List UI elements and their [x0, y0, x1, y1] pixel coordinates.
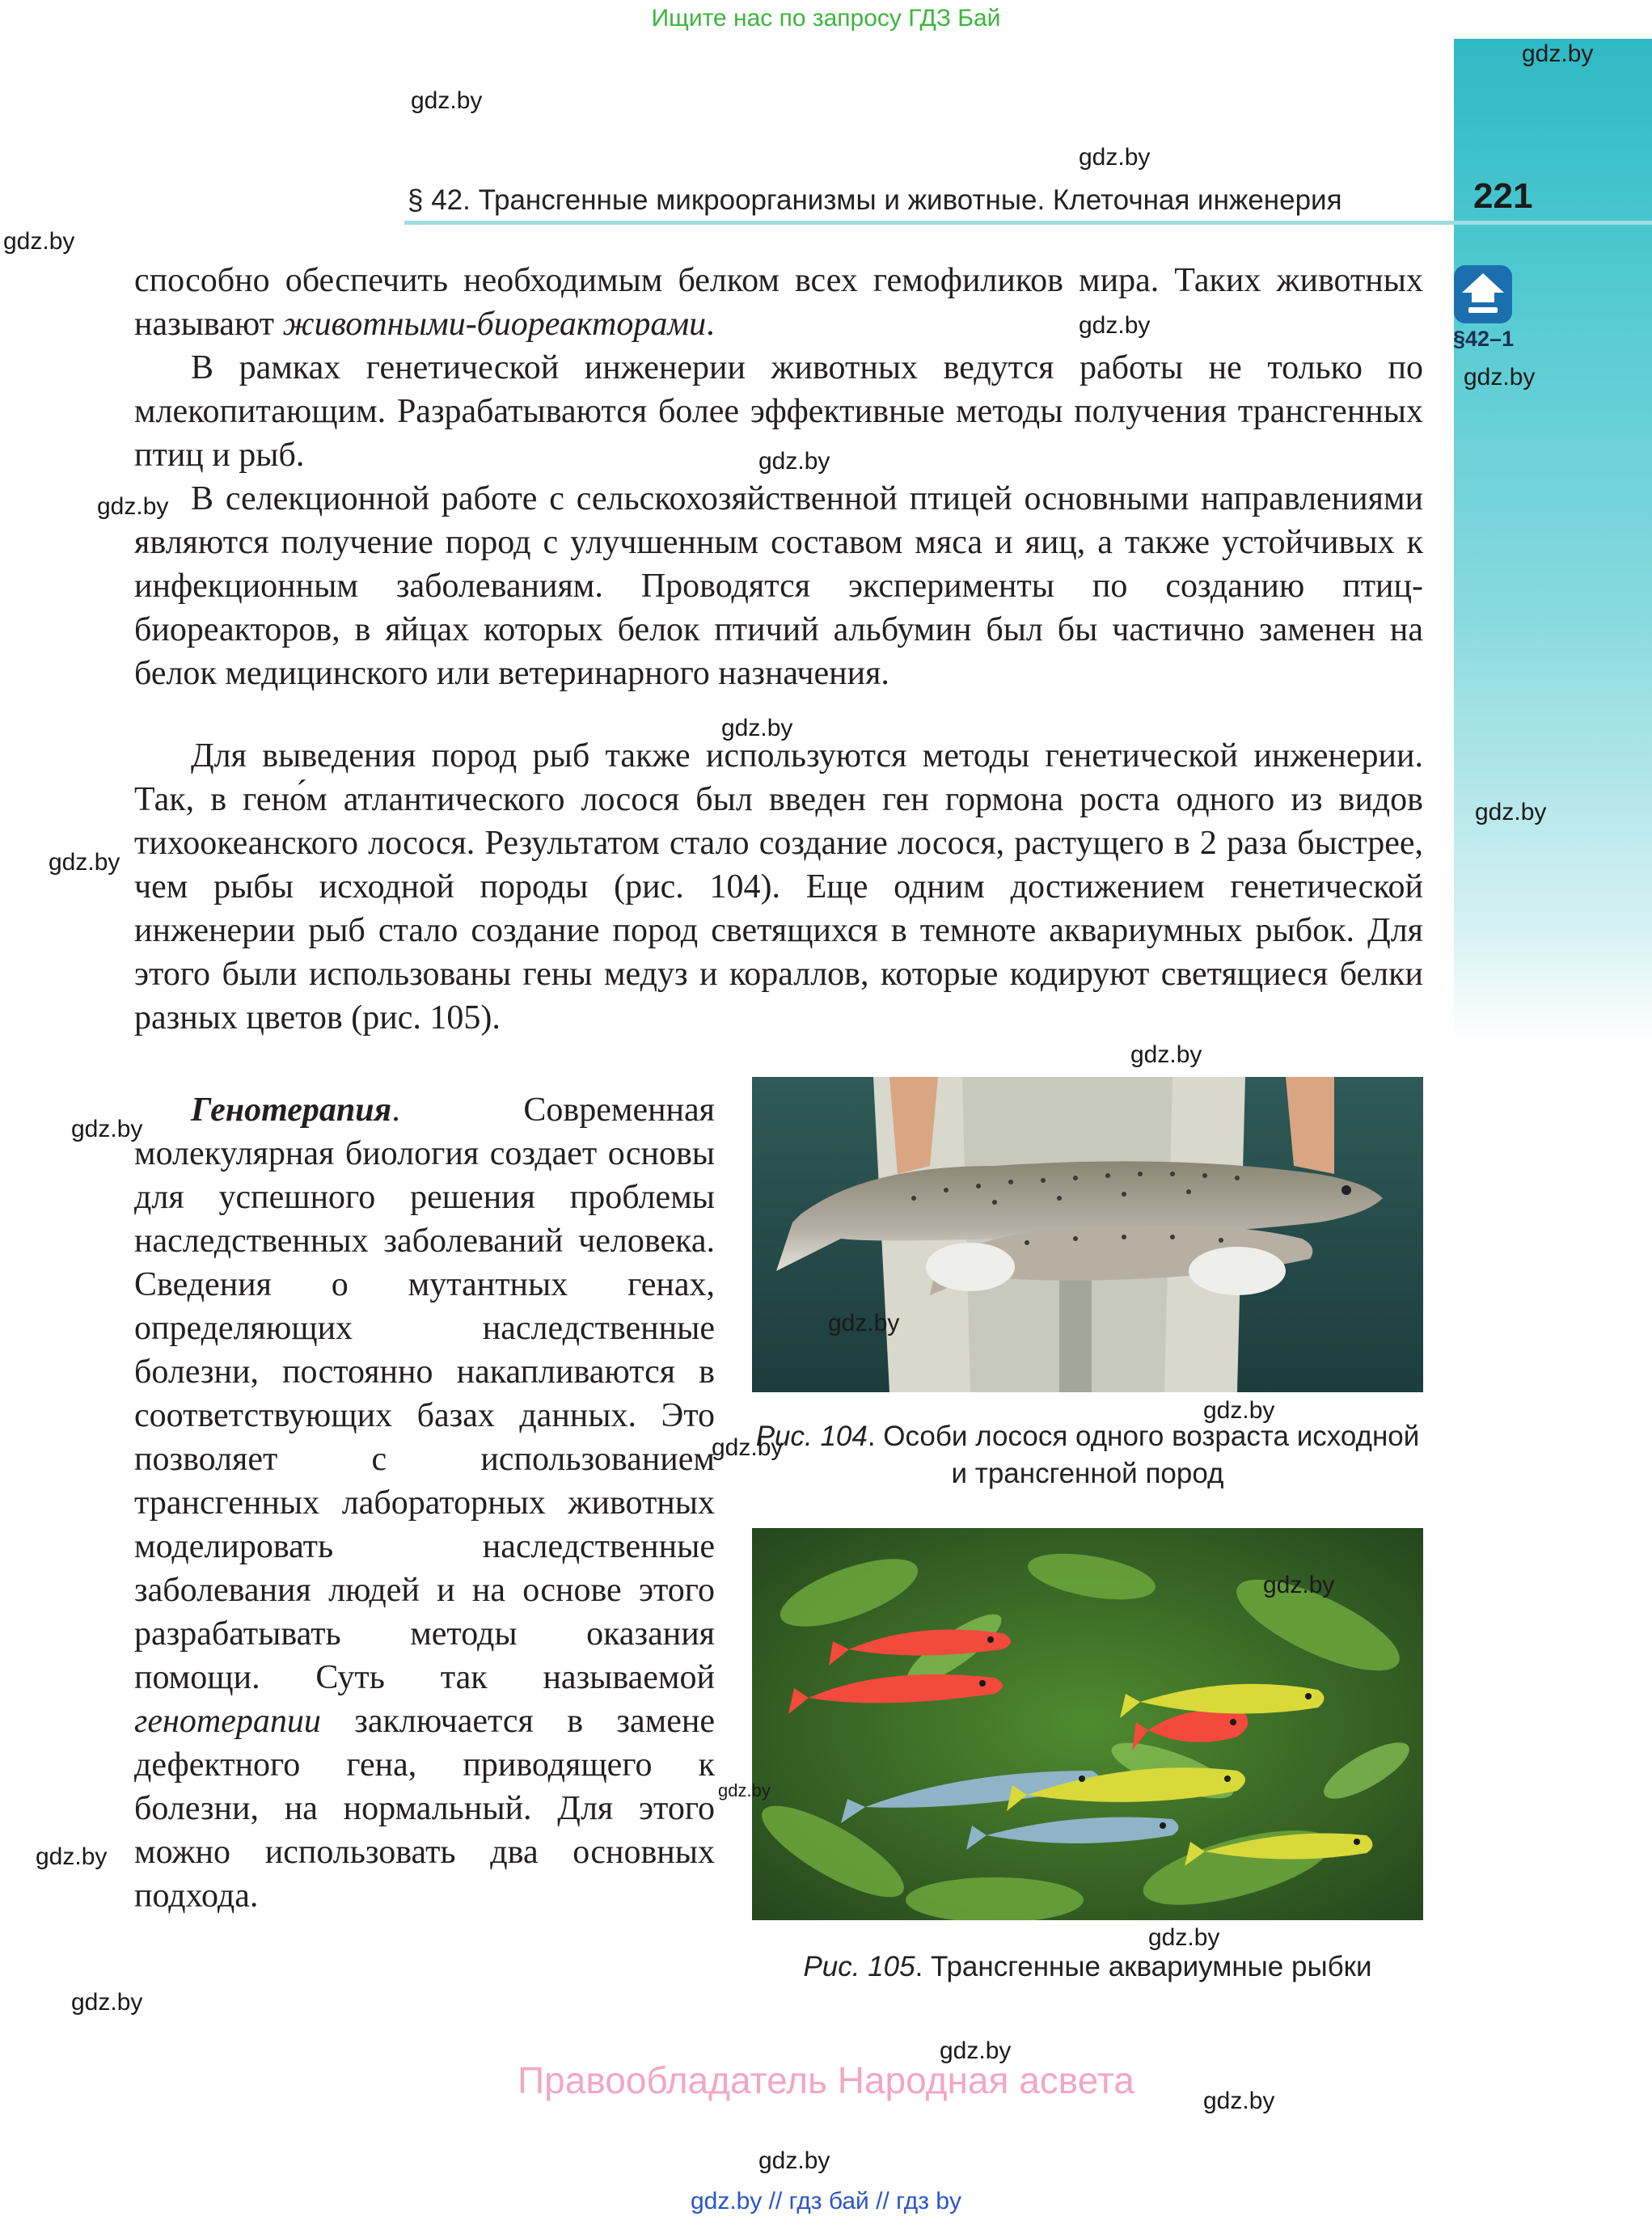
watermark: gdz.by: [36, 1843, 108, 1870]
watermark: gdz.by: [721, 715, 793, 741]
paragraph: Для выведения пород рыб также используются методы генетической инженерии. Так, в гено́м атлантического лосося был введен ген гормона роста одного из видов тихоокеанского лосося. Результатом стало создание лосося, растущего в 2 раза быстрее, чем рыбы исходной породы (рис. 104). Еще одним достижением генетической инженерии рыб стало создание пород светящихся в темноте аквариумных рыбок. Для этого были использованы гены медуз и кораллов, которые кодируют светящиеся белки разных цветов (рис. 105).: [134, 737, 1423, 1037]
watermark: gdz.by: [3, 228, 75, 255]
watermark: gdz.by: [1079, 144, 1151, 171]
running-header-title: § 42. Трансгенные микроорганизмы и животные. Клеточная инженерия: [408, 184, 1342, 216]
watermark: gdz.by: [1263, 1572, 1335, 1598]
copyright-notice: Правообладатель Народная асвета: [518, 2059, 1134, 2101]
term-italic: генотерапии: [134, 1703, 321, 1740]
watermark: gdz.by: [712, 1434, 784, 1461]
figure-label: Рис. 104: [755, 1421, 868, 1452]
watermark: gdz.by: [71, 1116, 143, 1142]
term-italic: животными-биореакторами: [282, 306, 707, 343]
watermark: gdz.by: [1079, 312, 1151, 339]
watermark: gdz.by: [411, 87, 483, 114]
runin-heading: Генотерапия: [191, 1091, 392, 1129]
section-link-label[interactable]: §42–1: [1453, 327, 1515, 351]
figure-105-caption: Рис. 105. Трансгенные аквариумные рыбки: [803, 1951, 1372, 1982]
paragraph: В селекционной работе с сельскохозяйственной птицей основными направлениями являются получение пород с улучшенным составом мяса и яиц, а также устойчивых к инфекционным заболеваниям. Проводятся эксперименты по созданию птиц-биореакторов, в яйцах которых белок птичий альбумин был бы частично заменен на белок медицинского или ветеринарного назначения.: [134, 480, 1423, 692]
paragraph: способно обеспечить необходимым белком всех гемофиликов мира. Таких животных называют животными-биореакторами.: [134, 262, 1423, 343]
watermark: gdz.by: [1475, 799, 1547, 825]
top-banner: Ищите нас по запросу ГДЗ Бай: [651, 5, 1001, 32]
watermark: gdz.by: [1203, 1397, 1275, 1424]
watermark: gdz.by: [1464, 364, 1536, 391]
paragraph: В рамках генетической инженерии животных ведутся работы не только по млекопитающим. Разрабатываются более эффективные методы получения трансгенных птиц и рыб.: [134, 349, 1423, 474]
watermark: gdz.by: [758, 2147, 830, 2174]
watermark: gdz.by: [97, 493, 169, 520]
watermark: gdz.by: [758, 448, 830, 475]
watermark: gdz.by: [828, 1310, 900, 1336]
paragraph-genotherapy: Генотерапия. Современная молекулярная биология создает основы для успешного решения проблемы наследственных заболеваний человека. Сведения о мутантных генах, определяющих наследственные болезни, постоянно накапливаются в соответствующих базах данных. Это позволяет с использованием трансгенных лабораторных животных моделировать наследственные заболевания людей и на основе этого разрабатывать методы оказания помощи. Суть так называемой генотерапии заключается в замене дефектного гена, приводящего к болезни, на нормальный. Для этого можно использовать два основных подхода.: [134, 1091, 715, 1915]
bottom-links[interactable]: gdz.by // гдз бай // гдз by: [690, 2188, 962, 2214]
watermark: gdz.by: [71, 1989, 143, 2016]
watermark: gdz.by: [1522, 40, 1594, 67]
watermark: gdz.by: [49, 849, 120, 876]
header-rule: [404, 221, 1652, 225]
watermark: gdz.by: [1203, 2088, 1275, 2114]
home-arrow-icon[interactable]: [1454, 265, 1512, 323]
figure-104-photo: [752, 1077, 1423, 1392]
page-number: 221: [1473, 176, 1533, 216]
figure-label: Рис. 105: [803, 1951, 915, 1982]
watermark: gdz.by: [940, 2037, 1012, 2064]
watermark: gdz.by: [718, 1780, 771, 1801]
watermark: gdz.by: [1148, 1924, 1220, 1951]
figure-104-caption: Рис. 104. Особи лосося одного возраста исходной и трансгенной пород: [755, 1421, 1420, 1489]
watermark: gdz.by: [1130, 1041, 1202, 1068]
